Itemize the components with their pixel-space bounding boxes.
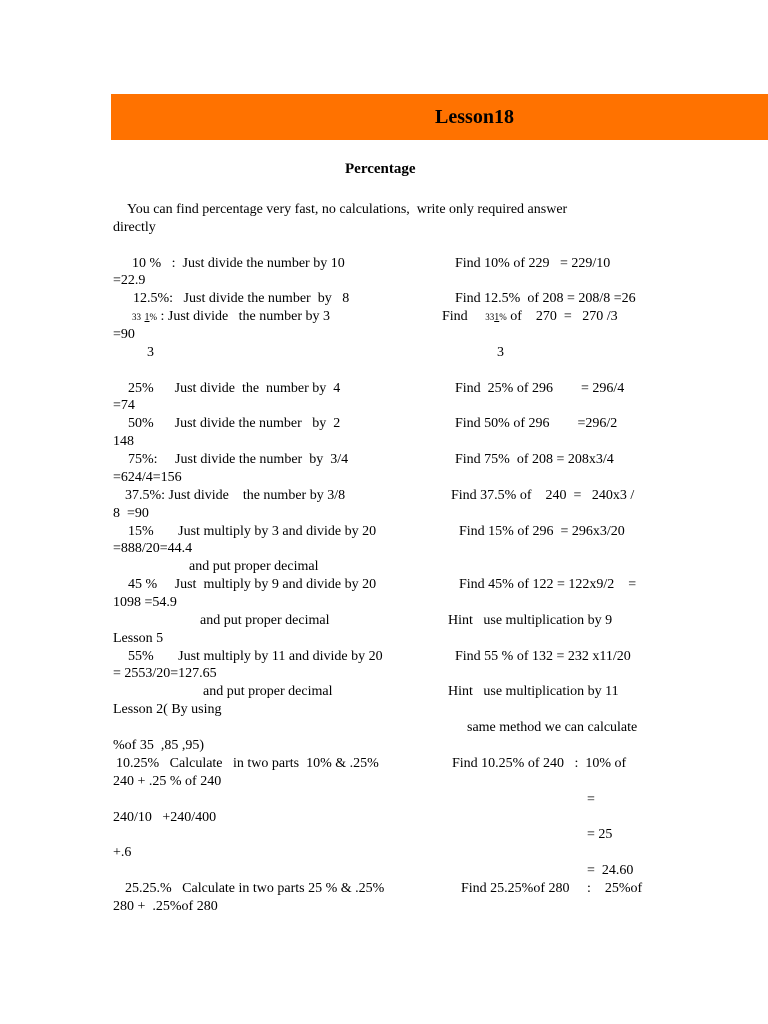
result-text: =90 xyxy=(113,327,135,342)
note-text: same method we can calculate xyxy=(467,720,638,735)
result-text: = 25 xyxy=(587,827,613,842)
rule-text: and put proper decimal xyxy=(200,613,330,628)
lesson-title: Lesson18 xyxy=(435,106,514,128)
fraction-numerator: 1 xyxy=(144,312,150,323)
lesson-reference: Lesson 5 xyxy=(113,631,164,646)
percent-sign: % xyxy=(149,312,157,322)
example-text: Find 25% of 296 = 296/4 xyxy=(455,381,625,396)
rule-tail: : Just divide the number by 3 xyxy=(157,309,331,324)
rule-text xyxy=(132,309,330,326)
lesson-banner xyxy=(111,94,768,140)
rule-text: 45 % Just multiply by 9 and divide by 20 xyxy=(128,577,377,592)
rule-text: 12.5%: Just divide the number by 8 xyxy=(133,291,350,306)
rule-text: 25% Just divide the number by 4 xyxy=(128,381,341,396)
example-text: Find 55 % of 132 = 232 x11/20 xyxy=(455,649,631,664)
example-text: Find 15% of 296 = 296x3/20 xyxy=(459,524,625,539)
result-text: 8 =90 xyxy=(113,506,149,521)
example-tail: of 270 = 270 /3 xyxy=(506,309,618,324)
result-text: =74 xyxy=(113,398,135,413)
rule-text: 15% Just multiply by 3 and divide by 20 xyxy=(128,524,377,539)
percent-sign: % xyxy=(499,312,507,322)
example-text: Find 12.5% of 208 = 208/8 =26 xyxy=(455,291,636,306)
example-text: Find 10% of 229 = 229/10 xyxy=(455,256,611,271)
lesson-reference: Lesson 2( By using xyxy=(113,702,222,717)
fraction-denominator: 3 xyxy=(147,345,154,360)
result-text: 240/10 +240/400 xyxy=(113,810,217,825)
result-text: = 2553/20=127.65 xyxy=(113,666,217,681)
rule-text: 10 % : Just divide the number by 10 xyxy=(132,256,345,271)
find-word: Find xyxy=(442,309,468,324)
intro-line: You can find percentage very fast, no calculations, write only required answer xyxy=(127,202,568,217)
rule-text: 37.5%: Just divide the number by 3/8 xyxy=(125,488,346,503)
note-text: %of 35 ,85 ,95) xyxy=(113,738,204,753)
fraction-whole: 33 xyxy=(485,312,495,322)
result-text: =22.9 xyxy=(113,273,146,288)
hint-text: Hint use multiplication by 9 xyxy=(448,613,613,628)
rule-text: 55% Just multiply by 11 and divide by 20 xyxy=(128,649,383,664)
result-text: 1098 =54.9 xyxy=(113,595,177,610)
fraction-numerator: 1 xyxy=(494,312,500,323)
rule-text: 50% Just divide the number by 2 xyxy=(128,416,341,431)
result-text: +.6 xyxy=(113,845,132,860)
hint-text: Hint use multiplication by 11 xyxy=(448,684,619,699)
result-text: = xyxy=(587,792,595,807)
example-text: Find 75% of 208 = 208x3/4 xyxy=(455,452,614,467)
example-text: Find 25.25%of 280 : 25%of xyxy=(461,881,643,896)
example-text: Find 45% of 122 = 122x9/2 = xyxy=(459,577,637,592)
result-text: = 24.60 xyxy=(587,863,634,878)
rule-text: 75%: Just divide the number by 3/4 xyxy=(128,452,349,467)
result-text: 240 + .25 % of 240 xyxy=(113,774,222,789)
result-text: =624/4=156 xyxy=(113,470,182,485)
intro-line: directly xyxy=(113,220,156,235)
rule-text: 10.25% Calculate in two parts 10% & .25% xyxy=(116,756,379,771)
example-text xyxy=(442,309,618,326)
rule-text: and put proper decimal xyxy=(189,559,319,574)
example-text: Find 50% of 296 =296/2 xyxy=(455,416,618,431)
rule-text: and put proper decimal xyxy=(203,684,333,699)
result-text: =888/20=44.4 xyxy=(113,541,193,556)
example-text: Find 10.25% of 240 : 10% of xyxy=(452,756,627,771)
section-title: Percentage xyxy=(345,161,416,177)
fraction-whole: 33 xyxy=(132,312,141,322)
fraction-denominator: 3 xyxy=(497,345,504,360)
result-text: 280 + .25%of 280 xyxy=(113,899,218,914)
rule-text: 25.25.% Calculate in two parts 25 % & .25% xyxy=(125,881,385,896)
result-text: 148 xyxy=(113,434,134,449)
example-text: Find 37.5% of 240 = 240x3 / xyxy=(451,488,635,503)
